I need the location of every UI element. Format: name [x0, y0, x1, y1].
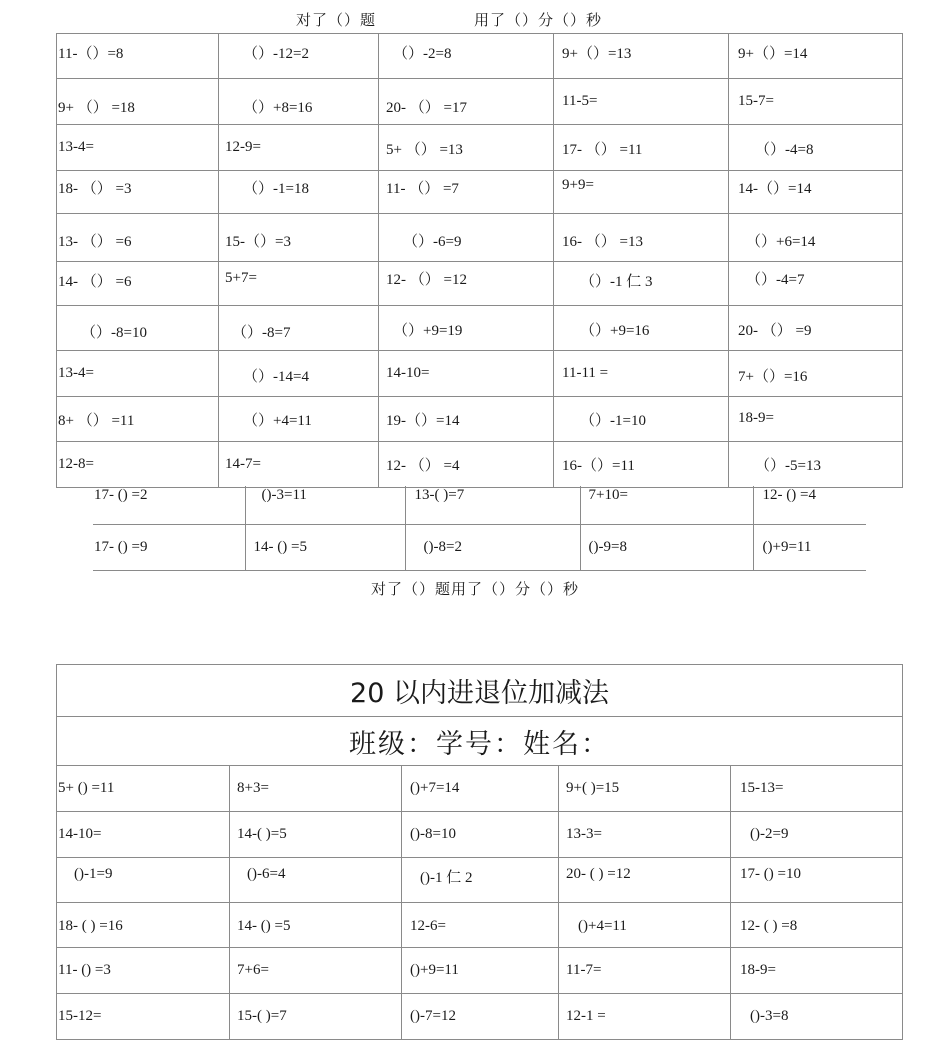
table-row [57, 262, 903, 306]
problem-cell: 14-10= [57, 812, 230, 858]
problem-cell: 16-（）=11 [554, 442, 729, 488]
table-row [57, 351, 903, 397]
problem-cell: （）+6=14 [729, 214, 903, 262]
problem-cell: 9+（）=14 [729, 34, 903, 79]
problem-cell: 17- （） =11 [554, 125, 729, 171]
table-row [57, 994, 903, 1040]
problem-cell: 11- （） =7 [379, 171, 554, 214]
problem-cell: 7+10= [580, 486, 753, 524]
problem-cell: ()-1=9 [57, 858, 230, 903]
problem-cell: 12- （） =12 [379, 262, 554, 306]
problem-cell: ()-8=10 [402, 812, 559, 858]
problem-cell: （）-6=9 [379, 214, 554, 262]
table-row [57, 766, 903, 812]
correct-count-label: 对了（）题 [296, 13, 377, 29]
worksheet-table [56, 664, 903, 1040]
problem-cell: 5+7= [219, 262, 379, 306]
problem-cell: 13-3= [559, 812, 731, 858]
problem-cell: 7+6= [230, 948, 402, 994]
problem-cell: ()-8=2 [405, 524, 580, 570]
problem-cell: 17- () =10 [731, 858, 903, 903]
problem-cell: （）+4=11 [219, 397, 379, 442]
problem-cell: 11- () =3 [57, 948, 230, 994]
problem-cell: 9+（）=13 [554, 34, 729, 79]
problem-table-2 [93, 486, 866, 571]
table-row [57, 442, 903, 488]
problem-cell: 12- （） =4 [379, 442, 554, 488]
problem-cell: 5+ () =11 [57, 766, 230, 812]
table-row [57, 125, 903, 171]
problem-cell: ()-2=9 [731, 812, 903, 858]
problem-cell: 5+ （） =13 [379, 125, 554, 171]
problem-cell: 11-（）=8 [57, 34, 219, 79]
problem-cell: 11-11 = [554, 351, 729, 397]
problem-table-1 [56, 33, 903, 488]
problem-cell: （）-14=4 [219, 351, 379, 397]
problem-cell: 8+3= [230, 766, 402, 812]
problem-cell: 18- ( ) =16 [57, 903, 230, 948]
problem-cell: 12-6= [402, 903, 559, 948]
table-row [57, 903, 903, 948]
table-row [57, 948, 903, 994]
problem-cell: （）-1 仁 3 [554, 262, 729, 306]
problem-cell: ()-3=11 [245, 486, 405, 524]
score-time-line: 对了（）题用了（）分（）秒 [370, 582, 579, 598]
problem-cell: （）-2=8 [379, 34, 554, 79]
problem-cell: ()+4=11 [559, 903, 731, 948]
problem-cell: 14-（）=14 [729, 171, 903, 214]
problem-cell: 15-（）=3 [219, 214, 379, 262]
problem-cell: ()-1 仁 2 [402, 858, 559, 903]
table-row [93, 524, 866, 570]
problem-cell: 11-7= [559, 948, 731, 994]
problem-cell: （）-12=2 [219, 34, 379, 79]
problem-cell: 13-4= [57, 351, 219, 397]
table-row [57, 214, 903, 262]
problem-cell: 14- （） =6 [57, 262, 219, 306]
problem-cell: 12-1 = [559, 994, 731, 1040]
problem-cell: 8+ （） =11 [57, 397, 219, 442]
problem-cell: 12-8= [57, 442, 219, 488]
worksheet-title: 20 以内进退位加减法 [57, 665, 903, 717]
problem-cell: 12-9= [219, 125, 379, 171]
table-row [57, 79, 903, 125]
problem-cell: 19-（）=14 [379, 397, 554, 442]
problem-cell: 15-7= [729, 79, 903, 125]
problem-cell: 9+ （） =18 [57, 79, 219, 125]
problem-cell: （）-4=8 [729, 125, 903, 171]
table-row [57, 171, 903, 214]
problem-cell: （）-5=13 [729, 442, 903, 488]
problem-cell: 14-( )=5 [230, 812, 402, 858]
table-row [57, 397, 903, 442]
problem-cell: （）-1=18 [219, 171, 379, 214]
problem-cell: （）-4=7 [729, 262, 903, 306]
problem-cell: 18- （） =3 [57, 171, 219, 214]
problem-cell: 13-( )=7 [405, 486, 580, 524]
problem-cell: 14- () =5 [230, 903, 402, 948]
problem-cell: ()-7=12 [402, 994, 559, 1040]
problem-cell: （）-8=10 [57, 306, 219, 351]
problem-cell: 13- （） =6 [57, 214, 219, 262]
problem-cell: ()-6=4 [230, 858, 402, 903]
problem-cell: 14-10= [379, 351, 554, 397]
problem-cell: 18-9= [731, 948, 903, 994]
problem-cell: （）+8=16 [219, 79, 379, 125]
problem-cell: 14-7= [219, 442, 379, 488]
problem-cell: 16- （） =13 [554, 214, 729, 262]
problem-cell: 12- () =4 [753, 486, 866, 524]
problem-cell: ()+9=11 [753, 524, 866, 570]
table-row [57, 812, 903, 858]
problem-cell: （）+9=19 [379, 306, 554, 351]
problem-cell: 15-13= [731, 766, 903, 812]
problem-cell: 12- ( ) =8 [731, 903, 903, 948]
problem-cell: ()+7=14 [402, 766, 559, 812]
table-row [57, 34, 903, 79]
class-row [57, 717, 903, 766]
table-row [57, 858, 903, 903]
problem-cell: 11-5= [554, 79, 729, 125]
problem-cell: 13-4= [57, 125, 219, 171]
problem-cell: （）-8=7 [219, 306, 379, 351]
problem-cell: 17- () =2 [93, 486, 245, 524]
problem-cell: ()+9=11 [402, 948, 559, 994]
time-used-label: 用了（）分（）秒 [474, 13, 603, 29]
problem-cell: 18-9= [729, 397, 903, 442]
problem-cell: 9+9= [554, 171, 729, 214]
problem-cell: 7+（）=16 [729, 351, 903, 397]
problem-cell: 20- ( ) =12 [559, 858, 731, 903]
problem-cell: （）+9=16 [554, 306, 729, 351]
table-row [93, 486, 866, 524]
problem-cell: （）-1=10 [554, 397, 729, 442]
problem-cell: 20- （） =9 [729, 306, 903, 351]
problem-cell: 15-( )=7 [230, 994, 402, 1040]
class-info-line: 班级：学号：姓名： [57, 717, 903, 766]
problem-cell: ()-3=8 [731, 994, 903, 1040]
problem-cell: ()-9=8 [580, 524, 753, 570]
problem-cell: 15-12= [57, 994, 230, 1040]
table-row [57, 306, 903, 351]
problem-cell: 20- （） =17 [379, 79, 554, 125]
title-row [57, 665, 903, 717]
problem-cell: 17- () =9 [93, 524, 245, 570]
problem-cell: 9+( )=15 [559, 766, 731, 812]
problem-cell: 14- () =5 [245, 524, 405, 570]
